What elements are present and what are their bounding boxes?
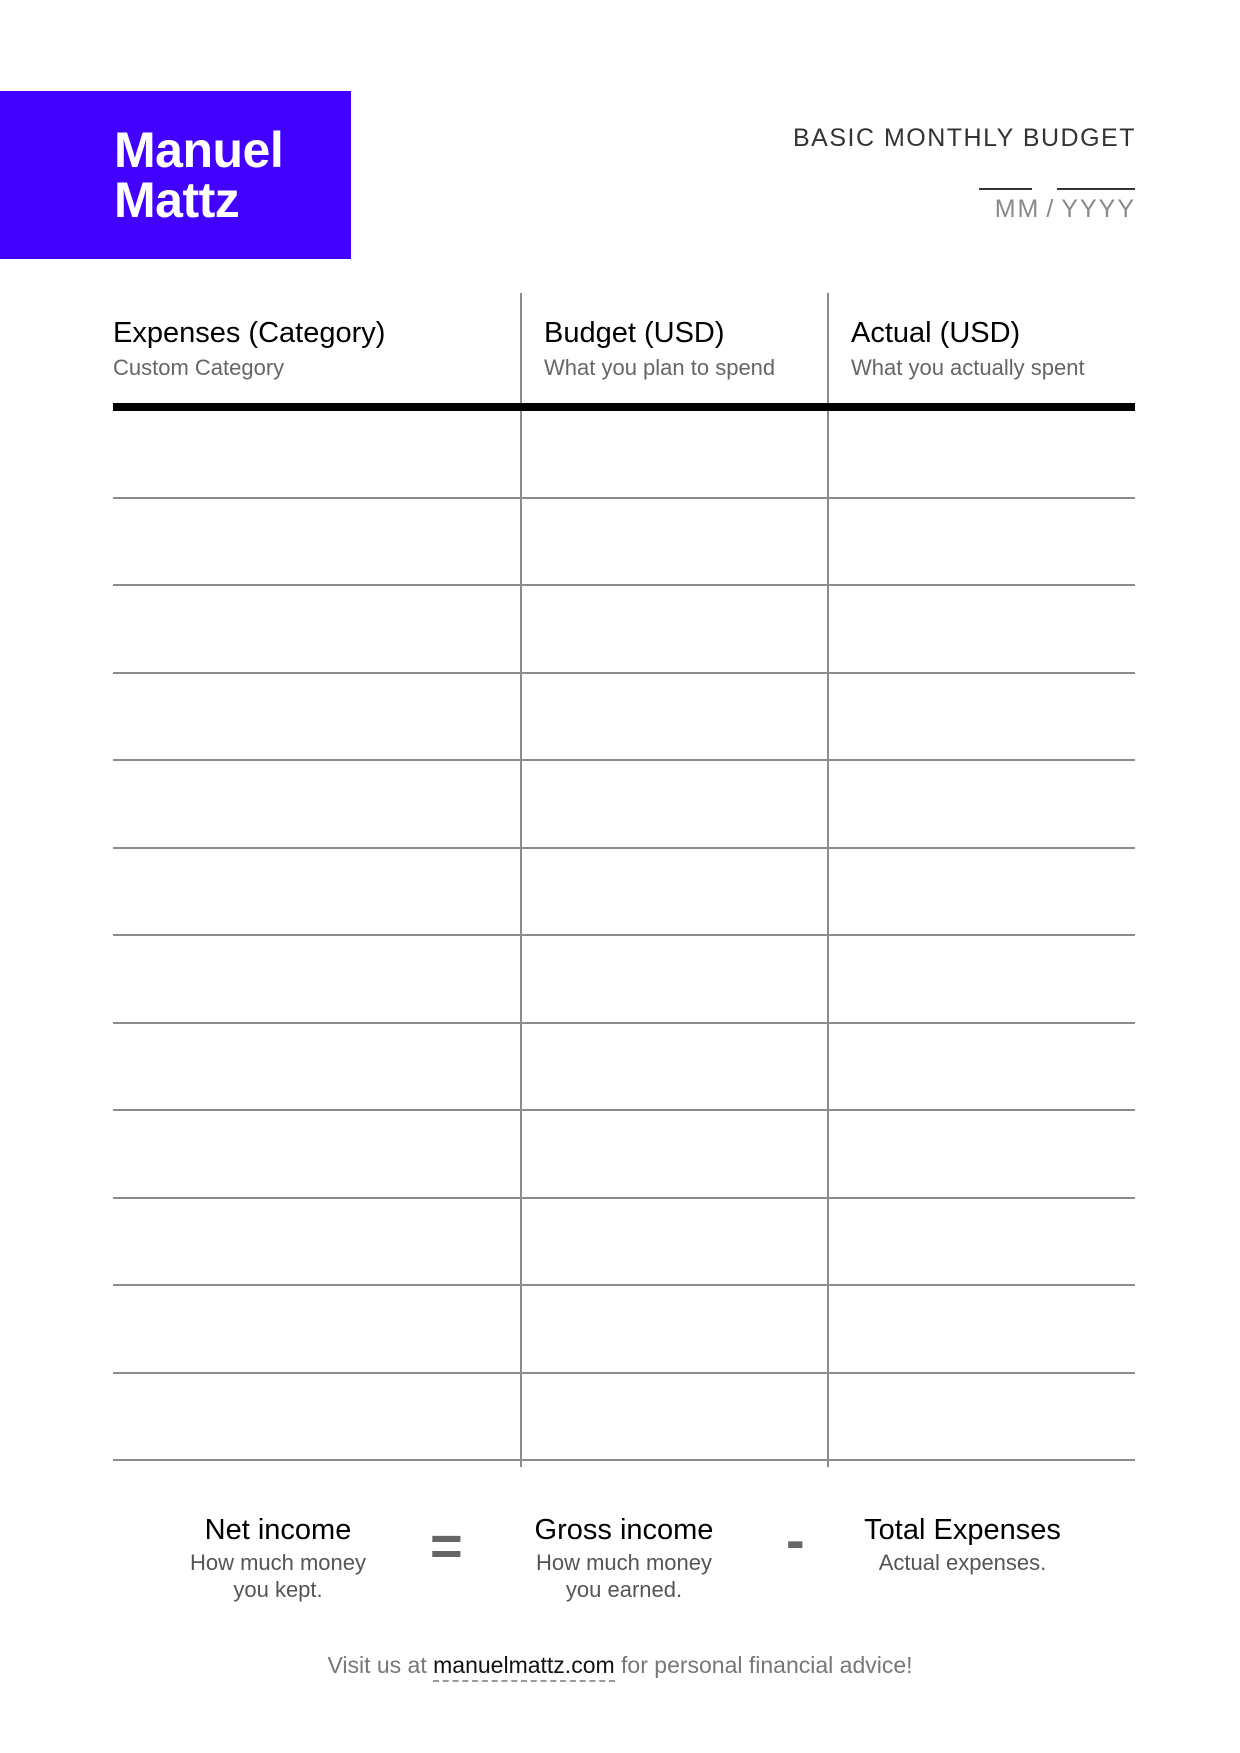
budget-cell[interactable] <box>522 499 827 585</box>
footer <box>0 1652 1240 1679</box>
gross-income-term <box>514 1512 734 1602</box>
actual-cell[interactable] <box>829 674 1135 760</box>
expense-category-cell[interactable] <box>113 1374 520 1460</box>
header-actual-subtitle: What you actually spent <box>851 355 1085 380</box>
header-actual <box>851 315 1085 381</box>
budget-cell[interactable] <box>522 1286 827 1372</box>
expense-category-cell[interactable] <box>113 936 520 1022</box>
actual-cell[interactable] <box>829 1111 1135 1197</box>
document-title: BASIC MONTHLY BUDGET <box>792 124 1136 152</box>
brand-name <box>114 122 284 228</box>
header-budget <box>544 315 775 381</box>
expense-category-cell[interactable] <box>113 586 520 672</box>
gross-income-desc-2: you earned. <box>565 1577 683 1602</box>
brand-line-1: Manuel <box>114 122 284 178</box>
budget-cell[interactable] <box>522 1111 827 1197</box>
month-input-line[interactable] <box>979 188 1032 190</box>
budget-cell[interactable] <box>522 936 827 1022</box>
header-budget-title: Budget (USD) <box>544 317 725 349</box>
budget-cell[interactable] <box>522 1199 827 1285</box>
year-placeholder: YYYY <box>1061 195 1136 223</box>
header-expenses-title: Expenses (Category) <box>113 317 386 349</box>
total-expenses-title: Total Expenses <box>864 1514 1061 1546</box>
date-separator: / <box>1046 195 1056 223</box>
actual-cell[interactable] <box>829 761 1135 847</box>
month-placeholder: MM <box>994 195 1041 223</box>
expense-category-cell[interactable] <box>113 1199 520 1285</box>
expense-category-cell[interactable] <box>113 674 520 760</box>
actual-cell[interactable] <box>829 1199 1135 1285</box>
expense-category-cell[interactable] <box>113 499 520 585</box>
brand-line-2: Mattz <box>114 172 240 228</box>
expense-category-cell[interactable] <box>113 761 520 847</box>
header-rule <box>113 403 1135 411</box>
expense-category-cell[interactable] <box>113 1024 520 1110</box>
net-income-term <box>168 1512 388 1602</box>
gross-income-desc-1: How much money <box>535 1550 713 1575</box>
website-link[interactable]: manuelmattz.com <box>433 1652 615 1682</box>
total-expenses-term <box>850 1512 1075 1575</box>
row-line <box>113 1459 1135 1461</box>
actual-cell[interactable] <box>829 936 1135 1022</box>
header-expenses-subtitle: Custom Category <box>113 355 285 380</box>
actual-cell[interactable] <box>829 1024 1135 1110</box>
actual-cell[interactable] <box>829 1374 1135 1460</box>
net-income-desc-1: How much money <box>189 1550 367 1575</box>
header-budget-subtitle: What you plan to spend <box>544 355 776 380</box>
expense-category-cell[interactable] <box>113 849 520 935</box>
budget-cell[interactable] <box>522 1024 827 1110</box>
budget-table <box>113 293 1135 1467</box>
actual-cell[interactable] <box>829 1286 1135 1372</box>
year-input-line[interactable] <box>1057 188 1135 190</box>
budget-cell[interactable] <box>522 849 827 935</box>
total-expenses-desc: Actual expenses. <box>878 1550 1047 1575</box>
actual-cell[interactable] <box>829 586 1135 672</box>
header-actual-title: Actual (USD) <box>851 317 1021 349</box>
expense-category-cell[interactable] <box>113 411 520 497</box>
budget-cell[interactable] <box>522 411 827 497</box>
minus-sign: - <box>786 1508 805 1571</box>
brand-block <box>0 91 351 259</box>
gross-income-title: Gross income <box>534 1514 714 1546</box>
footer-prefix: Visit us at <box>327 1652 427 1678</box>
net-income-desc-2: you kept. <box>233 1577 323 1602</box>
actual-cell[interactable] <box>829 499 1135 585</box>
equals-sign: = <box>430 1514 463 1577</box>
budget-cell[interactable] <box>522 1374 827 1460</box>
net-income-title: Net income <box>204 1514 352 1546</box>
expense-category-cell[interactable] <box>113 1111 520 1197</box>
date-label <box>995 195 1136 224</box>
budget-cell[interactable] <box>522 586 827 672</box>
footer-suffix: for personal financial advice! <box>621 1652 913 1678</box>
actual-cell[interactable] <box>829 849 1135 935</box>
header-expenses <box>113 315 385 381</box>
actual-cell[interactable] <box>829 411 1135 497</box>
budget-cell[interactable] <box>522 674 827 760</box>
budget-cell[interactable] <box>522 761 827 847</box>
expense-category-cell[interactable] <box>113 1286 520 1372</box>
